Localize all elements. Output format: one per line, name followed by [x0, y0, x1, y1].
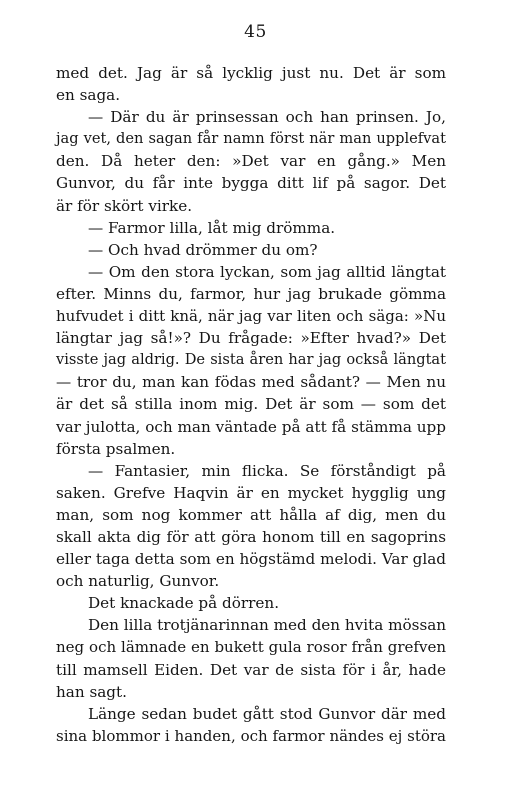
- text-line: — Om den stora lyckan, som jag alltid längtat: [88, 262, 446, 281]
- text-line: till mamsell Eiden. Det var de sista för i år, hade: [56, 660, 446, 679]
- text-line: en saga.: [56, 86, 121, 105]
- text-line: saken. Grefve Haqvin är en mycket hygglig ung: [56, 483, 446, 502]
- text-line: och naturlig, Gunvor.: [56, 572, 220, 591]
- text-line: Gunvor, du får inte bygga ditt lif på sagor. Det: [56, 174, 446, 193]
- text-line: man, som nog kommer att hålla af dig, men du: [56, 505, 446, 524]
- text-line: Länge sedan budet gått stod Gunvor där med: [88, 704, 446, 723]
- text-line: den. Då heter den: »Det var en gång.» Men: [56, 152, 446, 171]
- text-line: — Och hvad drömmer du om?: [88, 240, 318, 259]
- body-text: [56, 62, 446, 747]
- text-line: sina blommor i handen, och farmor nändes ej störa: [56, 726, 446, 745]
- text-line: är för skört virke.: [56, 196, 193, 215]
- text-line: visste jag aldrig. De sista åren har jag också längtat: [56, 351, 446, 369]
- text-line: Den lilla trotjänarinnan med den hvita mössan: [88, 616, 447, 635]
- text-line: — tror du, man kan födas med sådant? — Men nu: [56, 373, 446, 392]
- text-line: efter. Minns du, farmor, hur jag brukade gömma: [56, 284, 446, 303]
- text-line: neg och lämnade en bukett gula rosor från grefven: [56, 638, 446, 657]
- text-line: första psalmen.: [56, 439, 176, 458]
- text-line: — Där du är prinsessan och han prinsen. Jo,: [88, 108, 446, 127]
- text-line: skall akta dig för att göra honom till en sagoprins: [56, 527, 446, 546]
- text-line: eller taga detta som en högstämd melodi. Var glad: [56, 550, 446, 569]
- text-line: — Fantasier, min flicka. Se förståndigt på: [88, 461, 446, 480]
- text-line: han sagt.: [56, 682, 127, 701]
- text-line: var julotta, och man väntade på att få stämma upp: [56, 417, 446, 436]
- page-number: 45: [244, 22, 267, 42]
- text-line: jag vet, den sagan får namn först när man upplefvat: [56, 130, 446, 148]
- text-line: längtar jag så!»? Du frågade: »Efter hvad?» Det: [56, 329, 446, 348]
- text-line: är det så stilla inom mig. Det är som — som det: [56, 395, 446, 414]
- text-line: med det. Jag är så lycklig just nu. Det är som: [56, 64, 446, 82]
- text-line: Det knackade på dörren.: [88, 594, 280, 613]
- text-line: hufvudet i ditt knä, när jag var liten och säga: »Nu: [56, 307, 446, 326]
- text-line: — Farmor lilla, låt mig drömma.: [88, 218, 336, 237]
